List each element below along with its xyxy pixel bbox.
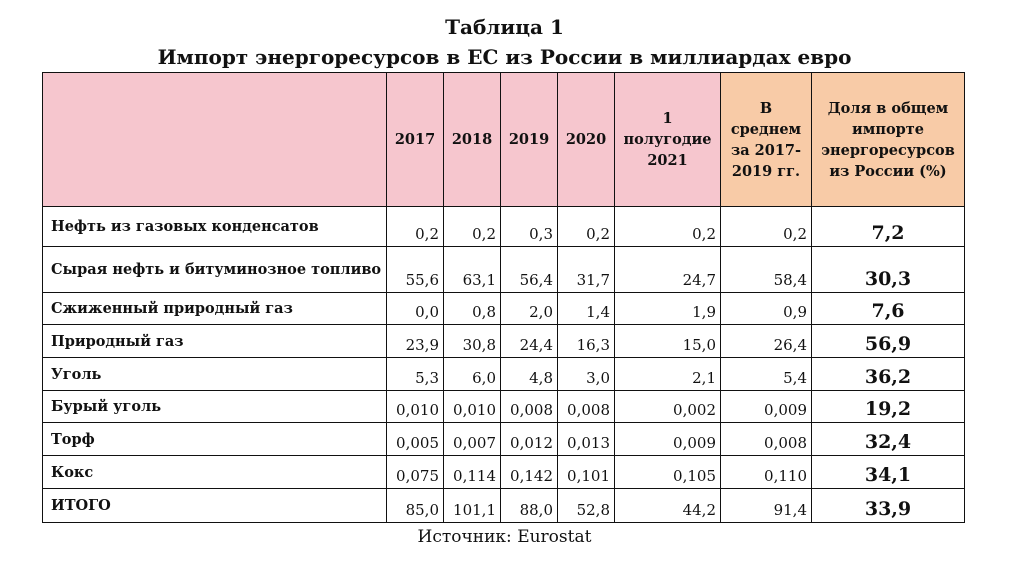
value-2018: 0,010: [444, 391, 501, 423]
row-name: Сжиженный природный газ: [43, 293, 387, 325]
table-row: [43, 456, 965, 489]
row-name: Нефть из газовых конденсатов: [43, 207, 387, 247]
value-2020: 1,4: [558, 293, 615, 325]
value-2020: 31,7: [558, 247, 615, 293]
value-share: 36,2: [812, 358, 965, 391]
value-h1-2021: 1,9: [615, 293, 721, 325]
value-2017: 0,075: [387, 456, 444, 489]
header-2017: 2017: [387, 73, 444, 207]
value-h1-2021: 0,002: [615, 391, 721, 423]
value-2019: 88,0: [501, 489, 558, 523]
value-share: 30,3: [812, 247, 965, 293]
value-2017: 0,2: [387, 207, 444, 247]
value-average: 0,110: [721, 456, 812, 489]
value-h1-2021: 0,105: [615, 456, 721, 489]
table-row: [43, 293, 965, 325]
header-2018: 2018: [444, 73, 501, 207]
value-2017: 0,005: [387, 423, 444, 456]
value-2018: 0,114: [444, 456, 501, 489]
header-share: Доля в общем импорте энергоресурсов из России (%): [812, 73, 965, 207]
value-share: 32,4: [812, 423, 965, 456]
header-average: В среднем за 2017-2019 гг.: [721, 73, 812, 207]
value-h1-2021: 2,1: [615, 358, 721, 391]
table-row: [43, 207, 965, 247]
header-h1-2021: 1 полугодие 2021: [615, 73, 721, 207]
value-share: 7,6: [812, 293, 965, 325]
value-2020: 3,0: [558, 358, 615, 391]
value-2020: 0,101: [558, 456, 615, 489]
value-2019: 0,3: [501, 207, 558, 247]
value-2018: 0,2: [444, 207, 501, 247]
table-row: [43, 489, 965, 523]
value-share: 34,1: [812, 456, 965, 489]
row-name: Бурый уголь: [43, 391, 387, 423]
value-h1-2021: 0,009: [615, 423, 721, 456]
value-2017: 85,0: [387, 489, 444, 523]
value-2020: 0,2: [558, 207, 615, 247]
energy-import-table: [42, 72, 965, 523]
value-share: 7,2: [812, 207, 965, 247]
table-row: [43, 325, 965, 358]
value-average: 0,009: [721, 391, 812, 423]
value-2019: 24,4: [501, 325, 558, 358]
value-h1-2021: 44,2: [615, 489, 721, 523]
row-name: ИТОГО: [43, 489, 387, 523]
value-2018: 0,007: [444, 423, 501, 456]
row-name: Уголь: [43, 358, 387, 391]
value-2018: 101,1: [444, 489, 501, 523]
header-2019: 2019: [501, 73, 558, 207]
value-h1-2021: 24,7: [615, 247, 721, 293]
header-name-column: [43, 73, 387, 207]
value-2019: 56,4: [501, 247, 558, 293]
value-2019: 2,0: [501, 293, 558, 325]
value-h1-2021: 15,0: [615, 325, 721, 358]
value-2019: 0,012: [501, 423, 558, 456]
value-2017: 0,0: [387, 293, 444, 325]
row-name: Сырая нефть и битуминозное топливо: [43, 247, 387, 293]
value-average: 26,4: [721, 325, 812, 358]
value-2019: 0,142: [501, 456, 558, 489]
row-name: Торф: [43, 423, 387, 456]
table-row: [43, 423, 965, 456]
value-2020: 16,3: [558, 325, 615, 358]
value-2017: 0,010: [387, 391, 444, 423]
value-2019: 4,8: [501, 358, 558, 391]
table-body: [43, 207, 965, 523]
value-2018: 6,0: [444, 358, 501, 391]
table-row: [43, 391, 965, 423]
value-average: 0,2: [721, 207, 812, 247]
table-title: Таблица 1: [445, 15, 564, 39]
value-2017: 5,3: [387, 358, 444, 391]
value-share: 33,9: [812, 489, 965, 523]
value-2018: 30,8: [444, 325, 501, 358]
row-name: Природный газ: [43, 325, 387, 358]
value-2017: 55,6: [387, 247, 444, 293]
row-name: Кокс: [43, 456, 387, 489]
table-row: [43, 358, 965, 391]
header-2020: 2020: [558, 73, 615, 207]
value-2020: 52,8: [558, 489, 615, 523]
table-subtitle: Импорт энергоресурсов в ЕС из России в миллиардах евро: [157, 45, 852, 69]
value-average: 91,4: [721, 489, 812, 523]
value-2019: 0,008: [501, 391, 558, 423]
value-2017: 23,9: [387, 325, 444, 358]
value-2018: 0,8: [444, 293, 501, 325]
value-share: 19,2: [812, 391, 965, 423]
value-h1-2021: 0,2: [615, 207, 721, 247]
value-2020: 0,013: [558, 423, 615, 456]
table-row: [43, 247, 965, 293]
value-share: 56,9: [812, 325, 965, 358]
source-note: Источник: Eurostat: [417, 527, 592, 547]
value-2018: 63,1: [444, 247, 501, 293]
value-average: 0,9: [721, 293, 812, 325]
value-average: 58,4: [721, 247, 812, 293]
value-average: 5,4: [721, 358, 812, 391]
header-row: [43, 73, 965, 207]
value-average: 0,008: [721, 423, 812, 456]
value-2020: 0,008: [558, 391, 615, 423]
